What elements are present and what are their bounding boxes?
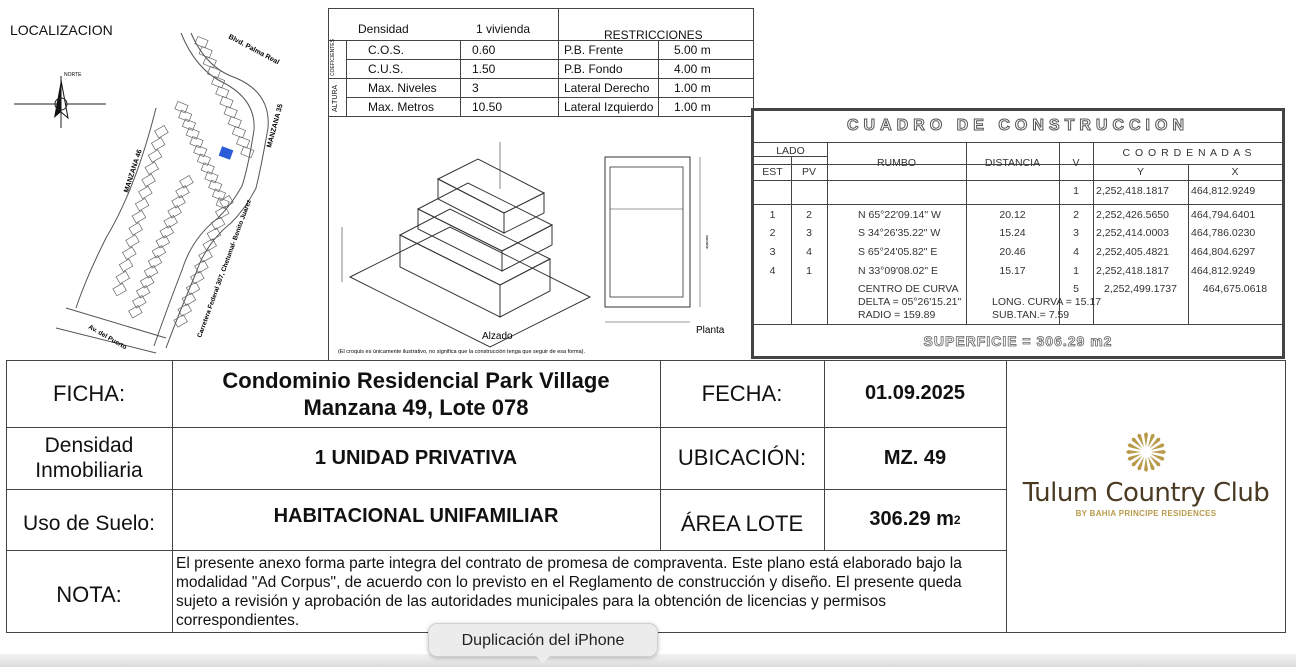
tooltip-text: Duplicación del iPhone — [461, 632, 625, 649]
restr-right-label: P.B. Fondo — [564, 62, 623, 76]
cuadro-cell-v: 1 — [1073, 185, 1079, 197]
cuadro-cell-dist: 20.12 — [999, 209, 1026, 221]
manzana46-label: MANZANA 46 — [123, 148, 144, 194]
fecha-value: 01.09.2025 — [864, 382, 966, 404]
curve-long: LONG. CURVA = 15.17 — [992, 296, 1102, 308]
restricciones-title: RESTRICCIONES — [604, 28, 703, 42]
col-y: Y — [1136, 166, 1144, 178]
puerto-label: Av. del Puerto — [87, 323, 128, 352]
area-lote-label: ÁREA LOTE — [680, 510, 804, 536]
cuadro-cell-pv: 2 — [806, 209, 812, 221]
sun-ray — [1144, 432, 1148, 447]
cuadro-cell-pv: 3 — [806, 227, 812, 239]
map-lot — [160, 226, 174, 238]
map-lot — [140, 276, 154, 288]
location-map-drawing — [6, 8, 328, 360]
cuadro-cell-est: 3 — [769, 246, 776, 258]
map-lot — [228, 116, 241, 128]
map-lot — [207, 66, 220, 78]
map-lot — [232, 126, 245, 138]
col-est: EST — [762, 166, 783, 178]
brand-logo — [1006, 420, 1286, 530]
restr-left-label: Max. Niveles — [368, 81, 437, 95]
cuadro-cell-v: 4 — [1073, 246, 1079, 258]
blvd-label: Blvd. Palma Real — [227, 33, 281, 67]
densidad-label: Densidad — [358, 22, 409, 36]
densidad-inmobiliaria-line2: Inmobiliaria — [35, 459, 143, 482]
col-v: V — [1072, 157, 1080, 169]
restr-right-value: 1.00 m — [674, 100, 711, 114]
col-pv: PV — [801, 166, 816, 178]
brand-subtitle: BY BAHIA PRINCIPE RESIDENCES — [1075, 509, 1217, 518]
cuadro-cell-pv: 4 — [806, 246, 812, 258]
map-lot — [136, 286, 150, 298]
map-lot — [199, 46, 212, 58]
map-lot — [129, 223, 143, 235]
map-lot — [180, 176, 194, 188]
area-lote-sup: 2 — [953, 512, 961, 527]
alzado-label: Alzado — [482, 331, 513, 342]
map-lot — [129, 306, 143, 318]
tooltip-arrow — [536, 656, 550, 663]
cuadro-cell-rumbo: S 65°24'05.82" E — [858, 246, 938, 258]
cuadro-cell-dist: 15.17 — [999, 265, 1026, 277]
sketch-note: (El croquis es únicamente ilustrativo, no significa que la construcción tenga que seguir de esa forma). — [338, 349, 586, 355]
location-map-panel — [6, 8, 328, 360]
col-coordenadas: C O O R D E N A D A S — [1122, 147, 1253, 159]
densidad-inmobiliaria-label — [6, 427, 172, 489]
area-lote-number: 306.29 m — [869, 508, 954, 530]
carretera-label: Carretera Federal 307, Chetumal- Benito Juarez — [196, 198, 253, 339]
north-arrow-icon — [14, 76, 106, 128]
cuadro-cell-v: 1 — [1073, 265, 1079, 277]
map-lot — [172, 196, 186, 208]
coeficientes-label: COEFICIENTES — [330, 39, 336, 76]
ficha-table — [6, 360, 1286, 633]
iphone-mirroring-tooltip[interactable] — [428, 623, 658, 657]
map-lot — [113, 283, 127, 295]
map-lot — [151, 138, 165, 150]
map-lot — [237, 136, 250, 148]
uso-suelo-value: HABITACIONAL UNIFAMILIAR — [273, 505, 559, 527]
cuadro-cell-v: 2 — [1073, 209, 1079, 221]
map-lot — [224, 106, 237, 118]
map-lot — [132, 211, 146, 223]
ficha-title — [172, 362, 660, 426]
map-lot — [195, 36, 208, 48]
map-lot — [123, 247, 137, 259]
curve-x: 464,675.0618 — [1202, 283, 1268, 295]
col-x: X — [1231, 166, 1239, 178]
cuadro-cell-rumbo: N 33°09'08.02" E — [858, 265, 938, 277]
cuadro-cell-x: 464,812.9249 — [1191, 265, 1256, 277]
restr-right-label: P.B. Frente — [564, 43, 624, 57]
map-lot — [142, 174, 156, 186]
map-lot — [145, 162, 159, 174]
fecha-label: FECHA: — [701, 380, 783, 406]
map-lot — [152, 246, 166, 258]
altura-label: ALTURA — [332, 84, 339, 112]
ficha-title-line1: Condominio Residencial Park Village — [222, 368, 610, 393]
map-lot — [155, 126, 169, 138]
map-lot — [164, 216, 178, 228]
map-lot — [148, 256, 162, 268]
sun-logo-icon — [1124, 430, 1168, 474]
map-lot — [178, 304, 192, 316]
map-lot — [220, 96, 233, 108]
restr-left-label: Max. Metros — [368, 100, 435, 114]
restr-left-value: 10.50 — [472, 100, 503, 114]
densidad-inmobiliaria-line1: Densidad — [44, 434, 134, 457]
sun-ray — [1151, 450, 1166, 454]
cuadro-title: CUADRO DE CONSTRUCCION — [847, 117, 1189, 134]
map-lot — [148, 150, 162, 162]
map-lot — [211, 217, 225, 229]
cuadro-cell-y: 2,252,405.4821 — [1096, 246, 1169, 258]
location-map-title: LOCALIZACION — [10, 22, 113, 38]
cuadro-cell-y: 2,252,426.5650 — [1096, 209, 1169, 221]
col-lado: LADO — [776, 145, 805, 157]
map-lot — [168, 206, 182, 218]
superficie: SUPERFICIE = 306.29 m2 — [923, 333, 1113, 349]
restr-right-value: 5.00 m — [674, 43, 711, 57]
curve-radio: RADIO = 159.89 — [858, 309, 936, 321]
densidad-value: 1 vivienda — [476, 22, 531, 36]
uso-suelo-label: Uso de Suelo: — [23, 511, 155, 535]
col-distancia: DISTANCIA — [984, 157, 1041, 169]
restr-left-label: C.O.S. — [368, 43, 405, 57]
cuadro-construccion — [751, 108, 1285, 359]
curve-centro: CENTRO DE CURVA — [858, 283, 959, 295]
nota-text: El presente anexo forma parte integra del contrato de promesa de compraventa. Este plano está elaborado bajo la modalidad "Ad Corpus", de acuerdo con lo previsto en el Reglamento de construcción y diseño. El presente queda sujeto a revisión y aprobación de las autoridades municipales para la obtención de licencias y permisos correspondientes. — [176, 555, 962, 629]
map-lot — [186, 282, 200, 294]
cuadro-cell-dist: 15.24 — [999, 227, 1026, 239]
cuadro-cell-rumbo: S 34°26'35.22" W — [858, 227, 941, 239]
cuadro-cell-est: 1 — [769, 209, 776, 221]
highlighted-lot — [219, 146, 234, 160]
map-lot — [139, 186, 153, 198]
map-lot — [176, 186, 190, 198]
ficha-label: FICHA: — [52, 380, 126, 406]
map-lot — [241, 146, 254, 158]
sketch-drawing — [330, 117, 752, 360]
restrictions-table — [328, 8, 754, 116]
manzana35-label: MANZANA 35 — [266, 103, 285, 149]
ficha-title-line2: Manzana 49, Lote 078 — [303, 395, 529, 420]
variable-label: variable — [705, 235, 710, 250]
restr-right-label: Lateral Izquierdo — [564, 100, 654, 114]
map-lot — [182, 293, 196, 305]
densidad-inmobiliaria-value: 1 UNIDAD PRIVATIVA — [314, 446, 518, 469]
map-lot — [156, 236, 170, 248]
cuadro-cell-x: 464,786.0230 — [1191, 227, 1256, 239]
map-lot — [220, 196, 234, 208]
col-rumbo: RUMBO — [876, 157, 917, 169]
cuadro-cell-v: 3 — [1073, 227, 1079, 239]
restr-right-value: 1.00 m — [674, 81, 711, 95]
map-lot — [216, 86, 229, 98]
area-lote-value — [824, 489, 1006, 550]
cuadro-cell-pv: 1 — [806, 265, 812, 277]
sun-ray — [1144, 457, 1148, 472]
cuadro-cell-est: 2 — [769, 227, 776, 239]
ubicacion-value: MZ. 49 — [883, 446, 947, 469]
curve-delta: DELTA = 05°26'15.21" — [858, 296, 962, 308]
map-lot — [144, 266, 158, 278]
restr-right-label: Lateral Derecho — [564, 81, 650, 95]
map-lot — [119, 259, 133, 271]
restr-left-label: C.U.S. — [368, 62, 404, 76]
cuadro-cell-y: 2,252,418.1817 — [1096, 265, 1169, 277]
curve-subtan: SUB.TAN.= 7.59 — [992, 309, 1070, 321]
cuadro-cell-y: 2,252,418.1817 — [1096, 185, 1169, 197]
building-sketch — [330, 117, 752, 360]
restr-left-value: 0.60 — [472, 43, 496, 57]
restr-right-value: 4.00 m — [674, 62, 711, 76]
north-label: NORTE — [64, 72, 82, 78]
cuadro-cell-y: 2,252,414.0003 — [1096, 227, 1169, 239]
brand-name: Tulum Country Club — [1022, 478, 1270, 508]
curve-v: 5 — [1073, 283, 1079, 295]
curve-y: 2,252,499.1737 — [1104, 283, 1177, 295]
ubicacion-label: UBICACIÓN: — [677, 445, 807, 470]
restr-left-value: 3 — [472, 81, 479, 95]
planta-label: Planta — [696, 325, 725, 336]
cuadro-cell-x: 464,794.6401 — [1191, 209, 1256, 221]
map-lot — [126, 235, 140, 247]
cuadro-cell-rumbo: N 65°22'09.14" W — [858, 209, 941, 221]
cuadro-cell-x: 464,812.9249 — [1191, 185, 1256, 197]
map-lot — [116, 271, 130, 283]
cuadro-cell-x: 464,804.6297 — [1191, 246, 1256, 258]
cuadro-cell-est: 4 — [769, 265, 776, 277]
map-lot — [135, 198, 149, 210]
cuadro-cell-dist: 20.46 — [999, 246, 1026, 258]
sun-ray — [1126, 450, 1141, 454]
restr-left-value: 1.50 — [472, 62, 496, 76]
nota-label: NOTA: — [56, 582, 122, 607]
map-lot — [133, 296, 147, 308]
